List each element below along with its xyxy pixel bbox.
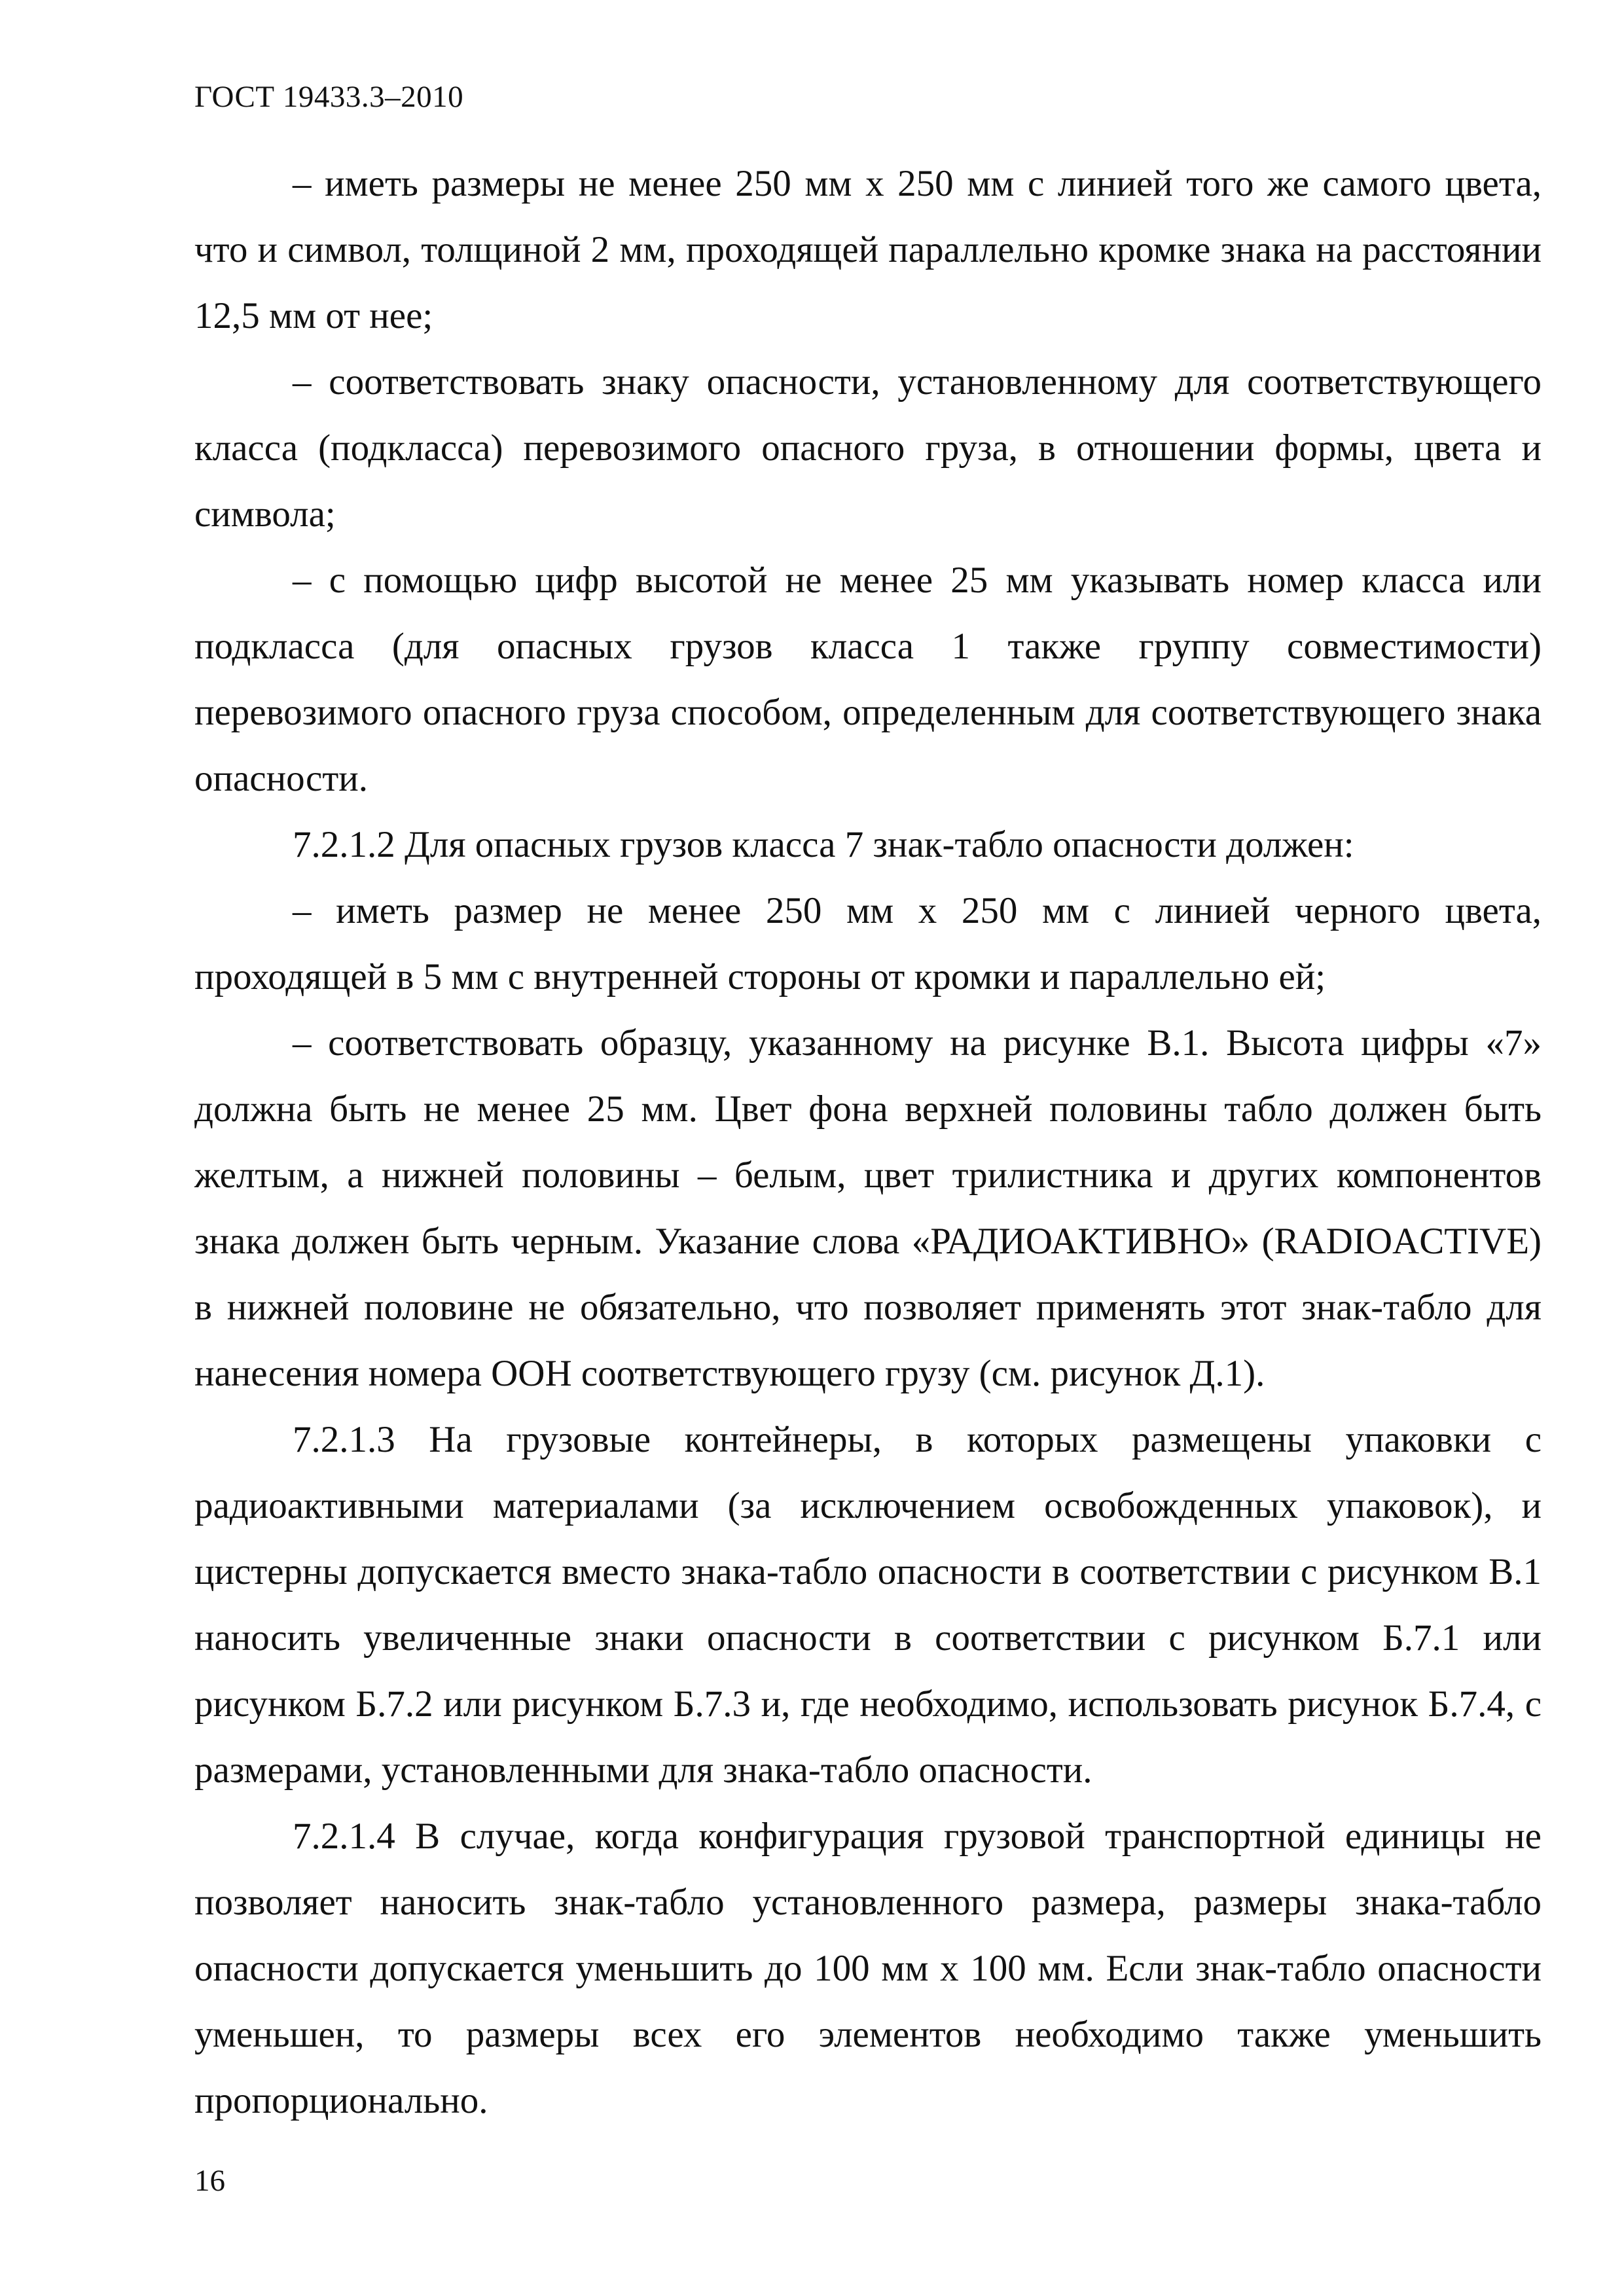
page-number: 16	[194, 2164, 225, 2198]
paragraph-sign-conformity: – соответствовать знаку опасности, установленному для соответствующего класса (подкласса) перевозимого опасного груза, в отношении формы, цвета и символа;	[194, 361, 1542, 535]
paragraph-size-requirement: – иметь размеры не менее 250 мм х 250 мм с линией того же самого цвета, что и символ, толщиной 2 мм, проходящей параллельно кромке знака на расстоянии 12,5 мм от нее;	[194, 163, 1542, 336]
paragraph-digit-height: – с помощью цифр высотой не менее 25 мм указывать номер класса или подкласса (для опасных грузов класса 1 также группу совместимости) перевозимого опасного груза способом, определенным для соответствующего знака опасности.	[194, 560, 1542, 799]
paragraph-7-2-1-4: 7.2.1.4 В случае, когда конфигурация грузовой транспортной единицы не позволяет наносить знак-табло установленного размера, размеры знака-табло опасности допускается уменьшить до 100 мм х 100 мм. Если знак-табло опасности уменьшен, то размеры всех его элементов необходимо также уменьшить пропорционально.	[194, 1816, 1542, 2121]
paragraph-7-2-1-3: 7.2.1.3 На грузовые контейнеры, в которых размещены упаковки с радиоактивными материалами (за исключением освобожденных упаковок), и цистерны допускается вместо знака-табло опасности в соответствии с рисунком В.1 наносить увеличенные знаки опасности в соответствии с рисунком Б.7.1 или рисунком Б.7.2 или рисунком Б.7.3 и, где необходимо, использовать рисунок Б.7.4, с размерами, установленными для знака-табло опасности.	[194, 1419, 1542, 1791]
body-text	[194, 151, 1542, 2134]
paragraph-7-2-1-2: 7.2.1.2 Для опасных грузов класса 7 знак-табло опасности должен:	[293, 824, 1354, 865]
paragraph-class-7-sample: – соответствовать образцу, указанному на рисунке В.1. Высота цифры «7» должна быть не менее 25 мм. Цвет фона верхней половины табло должен быть желтым, а нижней половины – белым, цвет трилистника и других компонентов знака должен быть черным. Указание слова «РАДИОАКТИВНО» (RADIOACTIVE) в нижней половине не обязательно, что позволяет применять этот знак-табло для нанесения номера ООН соответствующего грузу (см. рисунок Д.1).	[194, 1022, 1542, 1394]
paragraph-class-7-size: – иметь размер не менее 250 мм х 250 мм с линией черного цвета, проходящей в 5 мм с внутренней стороны от кромки и параллельно ей;	[194, 890, 1542, 997]
running-header: ГОСТ 19433.3–2010	[194, 80, 464, 114]
